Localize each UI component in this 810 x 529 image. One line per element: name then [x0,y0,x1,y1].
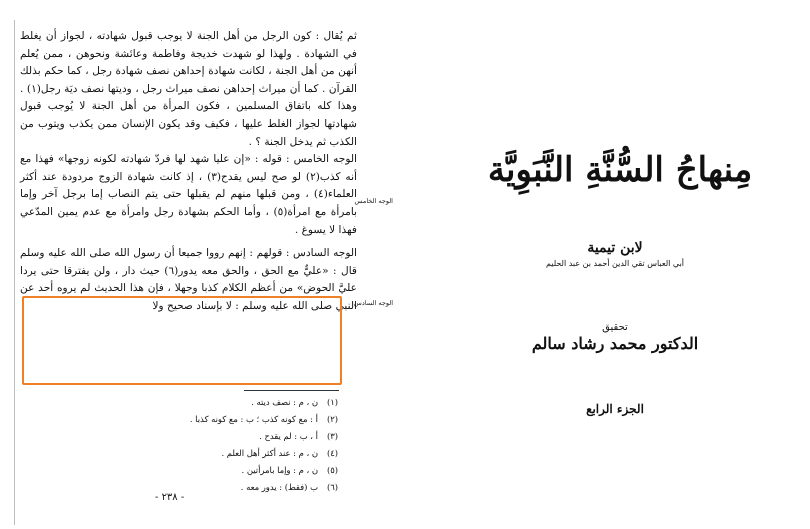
margin-note-fifth: الوجه الخامس [354,197,393,205]
footnote: (٤)ن ، م : عند أكثر أهل العلم . [221,448,338,458]
highlight-box [22,296,342,385]
author-full-name: أبي العباس تقي الدين أحمد بن عبد الحليم [545,259,685,268]
paragraph-1: ثم يُقال : كون الرجل من أهل الجنة لا يوجب قبول شهادته ، لجواز أن يغلط في الشهادة . ولهذا لو شهدت خديجة وفاطمة وعائشة ونحوهن ، ممن يُعلم أنهن من أهل الجنة ، لكانت شهادة إحداهن نصف شهادة رجل ، كما حكم بذلك القرآن . كما أن ميراث إحداهن نصف ميراث رجل ، وديتها نصف ديَة رجل(١) . وهذا كله باتفاق المسلمين ، فكون المرأة من أهل الجنة لا يُوجب قبول شهادتها لجواز الغلط عليها ، فكيف وقد يكون الإنسان ممن يكذب ويتوب من الكذب ثم يدخل الجنة ؟ . [20,30,357,148]
footnotes [150,394,338,496]
author-name: لابن تيمية [587,240,643,256]
edited-by-label: تحقيق [602,322,628,333]
left-page-body [20,28,357,316]
right-page-title [400,0,810,529]
page-number: - ٢٣٨ - [155,492,185,503]
footnote-divider [244,390,339,391]
margin-note-sixth: الوجه السادس [353,299,393,307]
volume-label: الجزء الرابع [586,402,644,416]
footnote: (١)ن ، م : نصف ديته . [251,397,338,407]
paragraph-2-fifth-aspect: الوجه الخامس : قوله : «إن عليا شهد لها فردّ شهادته لكونه زوجها» فهذا مع أنه كذب(٢) لو صح ليس يقدح(٣) ، إذ كانت شهادة الزوج مردودة عند أكثر العلماء(٤) ، ومن قبلها منهم لم يقبلها حتى يتم النصاب إما برجل آخر وإما بامرأة مع امرأة(٥) ، وأما الحكم بشهادة رجل وامرأة مع عدم يمين المدّعي فهذا لا يسوغ . [20,153,357,236]
editor-name: الدكتور محمد رشاد سالم [531,334,699,353]
footnote: (٦)ب (فقط) : يدور معه . [240,482,338,492]
footnote: (٣)أ ، ب : لم يقدح . [259,431,338,441]
footnote: (٢)أ : مع كونه كذب ؛ ب : مع كونه كذبا . [189,414,338,424]
footnote: (٥)ن ، م : وإما بامرأتين . [241,465,338,475]
book-title: مِنهاجُ السُّنَّةِ النَّبَوِيَّة [487,150,753,190]
paragraph-3-sixth-aspect: الوجه السادس : قولهم : إنهم رووا جميعا أن رسول الله صلى الله عليه وسلم قال : «عليٌّ مع الحق ، والحق معه يدور(٦) حيث دار ، ولن يفترقا حتى يردا عليَّ الحوض» من أعظم الكلام كذبا وجهلا ، فإن هذا الحديث لم يروه أحد عن النبي صلى الله عليه وسلم : لا بإسناد صحيح ولا [20,247,357,312]
